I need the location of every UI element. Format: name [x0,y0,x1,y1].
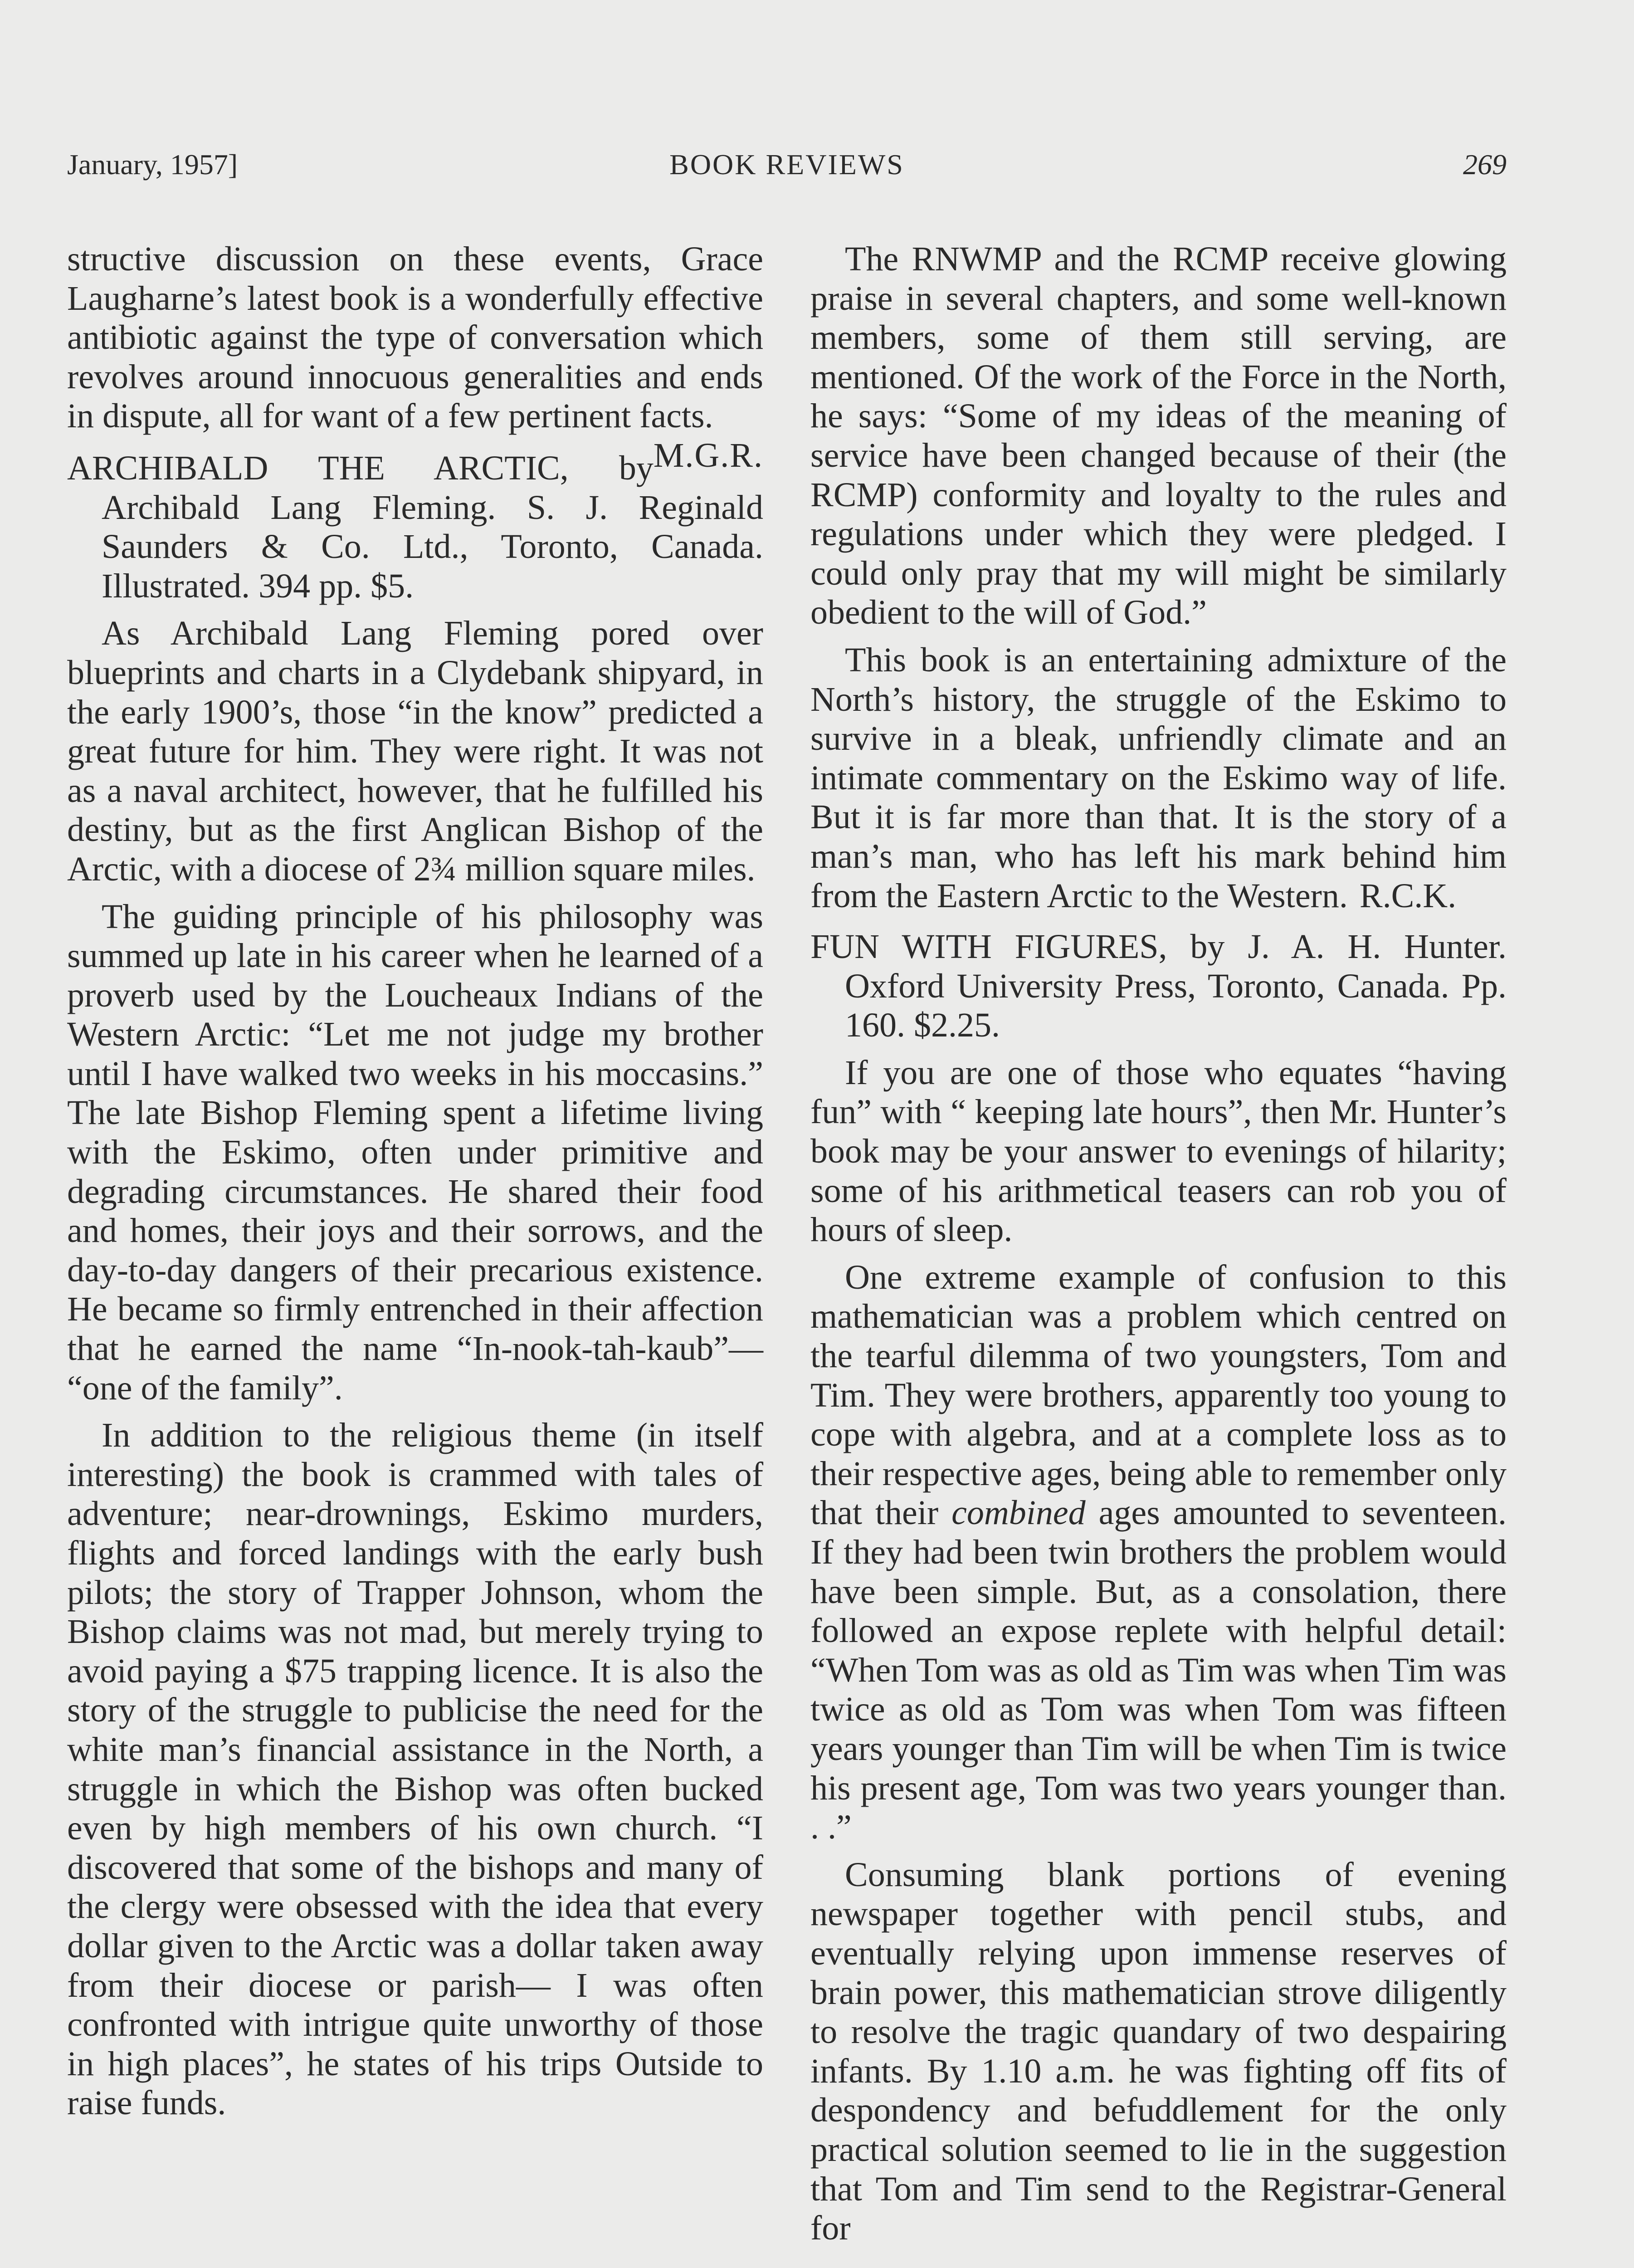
running-head [67,144,1507,185]
section-title: BOOK REVIEWS [669,148,904,181]
review-heading-fun-with-figures: FUN WITH FIGURES, by J. A. H. Hunter. Oxford University Press, Toronto, Canada. Pp. 160. $2.25. [810,928,1507,1045]
review-heading-archibald: ARCHIBALD THE ARCTIC, by Archibald Lang Fleming. S. J. Reginald Saunders & Co. Ltd., Toronto, Canada. Illustrated. 394 pp. $5. [67,449,763,605]
review-paragraph-signed [810,640,1507,915]
reviewer-signature: R.C.K. [1359,876,1457,915]
review-paragraph: If you are one of those who equates “having fun” with “ keeping late hours”, then Mr. Hunter’s book may be your answer to evenings of hilarity; some of his arithmetical teasers can rob you of hours of sleep. [810,1053,1507,1249]
page-number: 269 [1463,148,1507,181]
issue-date: January, 1957] [67,148,238,181]
emphasis-text: combined [951,1494,1086,1532]
review-paragraph: The guiding principle of his philosophy was summed up late in his career when he learned of a proverb used by the Loucheaux Indians of the Western Arctic: “Let me not judge my brother until I have walked two weeks in his moccasins.” The late Bishop Fleming spent a lifetime living with the Eskimo, often under primitive and degrading circumstances. He shared their food and homes, their joys and their sorrows, and the day-to-day dangers of their precarious existence. He became so firmly entrenched in their affection that he earned the name “In-nook-tah-kaub”— “one of the family”. [67,897,763,1407]
review-paragraph: In addition to the religious theme (in itself interesting) the book is crammed with tales of adventure; near-drownings, Eskimo murders, flights and forced landings with the early bush pilots; the story of Trapper Johnson, whom the Bishop claims was not mad, but merely trying to avoid paying a $75 trapping licence. It is also the story of the struggle to publicise the need for the white man’s financial assistance in the North, a struggle in which the Bishop was often bucked even by high members of his own church. “I discovered that some of the bishops and many of the clergy were obsessed with the idea that every dollar given to the Arctic was a dollar taken away from their diocese or parish— I was often confronted with intrigue quite unworthy of those in high places”, he states of his trips Outside to raise funds. [67,1416,763,2122]
continuation-text: structive discussion on these events, Grace Laugharne’s latest book is a wonderfully effective antibiotic against the type of conversation which revolves around innocuous generalities and ends in dispute, all for want of a few pertinent facts. [67,240,763,435]
reviewer-signature: M.G.R. [653,436,763,474]
review-paragraph: The RNWMP and the RCMP receive glowing praise in several chapters, and some well-known members, some of them still serving, are mentioned. Of the work of the Force in the North, he says: “Some of my ideas of the meaning of service have been changed because of their (the RCMP) conformity and loyalty to the rules and regulations under which they were pledged. I could only pray that my will might be similarly obedient to the will of God.” [810,240,1507,632]
previous-review-continuation [67,240,763,474]
review-paragraph [810,1258,1507,1847]
review-paragraph: As Archibald Lang Fleming pored over blueprints and charts in a Clydebank shipyard, in the early 1900’s, those “in the know” predicted a great future for him. They were right. It was not as a naval architect, however, that he fulfilled his destiny, but as the first Anglican Bishop of the Arctic, with a diocese of 2¾ million square miles. [67,614,763,888]
review-paragraph: Consuming blank portions of evening newspaper together with pencil stubs, and eventually relying upon immense reserves of brain power, this mathematician strove diligently to resolve the tragic quandary of two despairing infants. By 1.10 a.m. he was fighting off fits of despondency and befuddlement for the only practical solution seemed to lie in the suggestion that Tom and Tim send to the Registrar-General for [810,1855,1507,2248]
paragraph-text: ages amounted to seventeen. If they had been twin brothers the problem would have been simple. But, as a consolation, there followed an expose replete with helpful detail: “When Tom was as old as Tim was when Tim was twice as old as Tom was when Tom was fifteen years younger than Tim will be when Tim is twice his present age, Tom was two years younger than. . .” [810,1494,1507,1847]
paragraph-text: One extreme example of confusion to this mathematician was a problem which centred on the tearful dilemma of two youngsters, Tom and Tim. They were brothers, apparently too young to cope with algebra, and at a complete loss as to their respective ages, being able to remember only that their [810,1258,1507,1532]
left-column [67,240,763,2131]
right-column [810,240,1507,2256]
paragraph-text: This book is an entertaining admixture of the North’s history, the struggle of the Eskimo to survive in a bleak, unfriendly climate and an intimate commentary on the Eskimo way of life. But it is far more than that. It is the story of a man’s man, who has left his mark behind him from the Eastern Arctic to the Western. [810,640,1507,915]
